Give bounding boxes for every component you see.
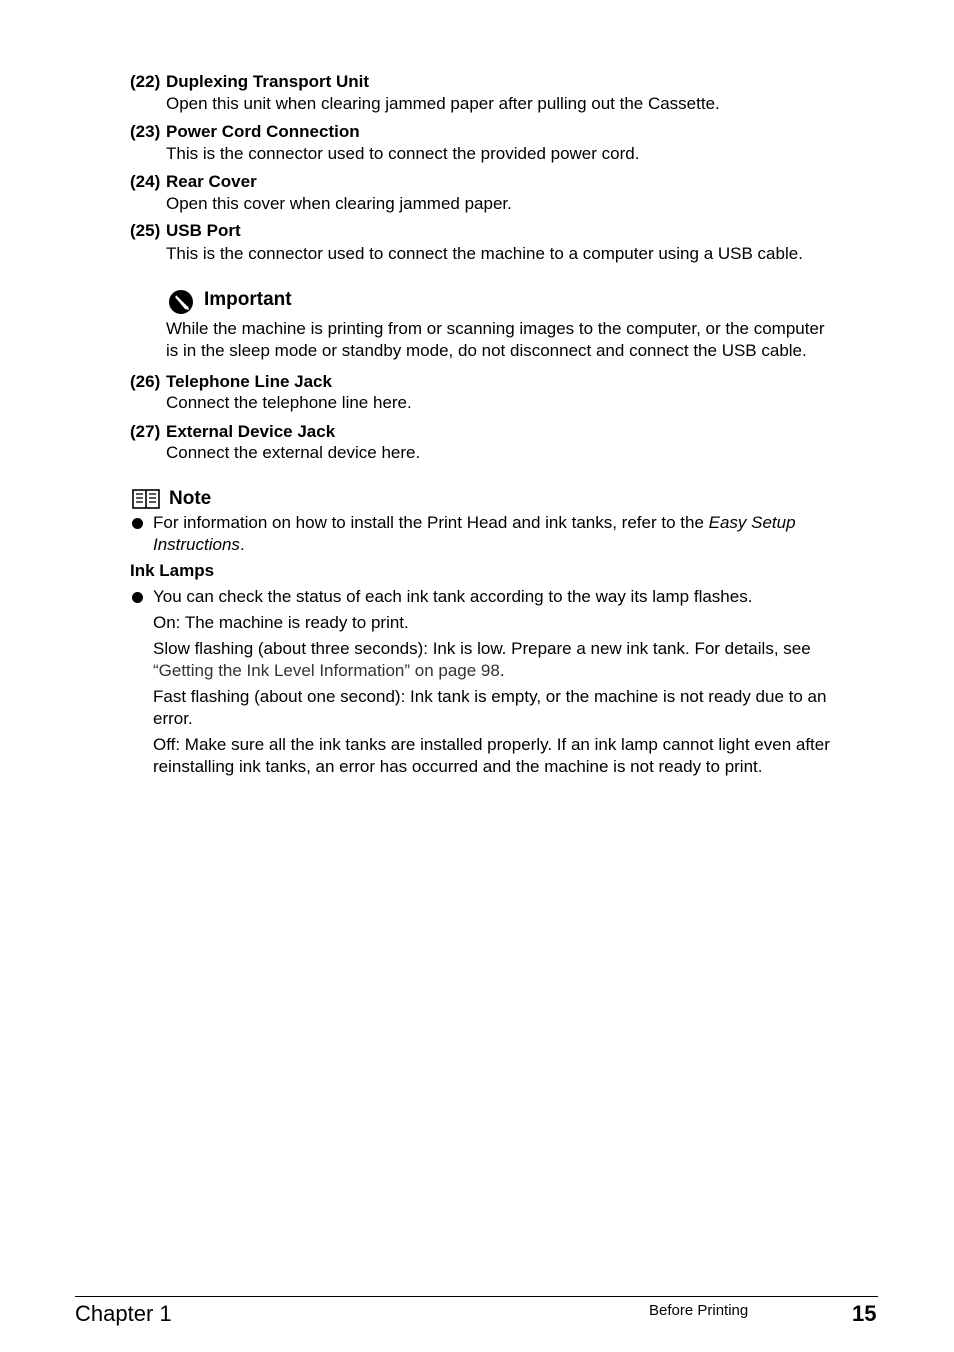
lamp-off-text-2: reinstalling ink tanks, an error has occurred and the machine is not ready to print. (153, 757, 763, 776)
lamp-fast-text: Fast flashing (about one second): Ink tank is empty, or the machine is not ready due to an (153, 687, 827, 706)
note-bullet-text (153, 512, 873, 534)
bullet-icon (132, 592, 143, 603)
chapter-label: Chapter 1 (75, 1301, 172, 1326)
lamp-slow-link-line (153, 660, 505, 682)
item-description: This is the connector used to connect the provided power cord. (166, 144, 640, 163)
item-title: Rear Cover (166, 172, 257, 191)
ink-level-info-link[interactable]: “Getting the Ink Level Information” on page 98 (153, 661, 500, 680)
important-line-2: is in the sleep mode or standby mode, do not disconnect and connect the USB cable. (166, 341, 807, 360)
item-number: (26) (130, 372, 161, 391)
item-description: Open this unit when clearing jammed paper after pulling out the Cassette. (166, 94, 720, 113)
footer-divider (75, 1296, 878, 1297)
lamp-off-text: Off: Make sure all the ink tanks are installed properly. If an ink lamp cannot light even after (153, 735, 830, 754)
section-label: Before Printing (649, 1302, 749, 1319)
page-number: 15 (852, 1301, 877, 1326)
important-line-1: While the machine is printing from or scanning images to the computer, or the computer (166, 319, 825, 338)
bullet-icon (132, 518, 143, 529)
item-number: (27) (130, 422, 161, 441)
ink-lamps-bullet-text: You can check the status of each ink tank according to the way its lamp flashes. (153, 587, 753, 606)
item-description: Connect the telephone line here. (166, 393, 412, 412)
item-description: Connect the external device here. (166, 443, 421, 462)
item-title: Duplexing Transport Unit (166, 72, 370, 91)
item-number: (22) (130, 72, 161, 91)
item-number: (25) (130, 221, 161, 240)
item-description: This is the connector used to connect the machine to a computer using a USB cable. (166, 244, 803, 263)
note-bullet-line-2 (153, 534, 245, 556)
item-number: (24) (130, 172, 161, 191)
lamp-slow-end: . (499, 661, 505, 680)
book-icon (132, 489, 160, 509)
item-title: Telephone Line Jack (166, 372, 332, 391)
item-number: (23) (130, 122, 161, 141)
important-pencil-icon (168, 289, 194, 315)
item-title: Power Cord Connection (166, 122, 360, 141)
lamp-fast-text-2: error. (153, 709, 193, 728)
item-description: Open this cover when clearing jammed paper. (166, 194, 512, 213)
note-end: . (239, 535, 245, 554)
note-text: For information on how to install the Print Head and ink tanks, refer to the (153, 513, 709, 532)
note-italic-title-2: Instructions (153, 535, 240, 554)
note-heading: Note (169, 488, 212, 509)
lamp-on-text: On: The machine is ready to print. (153, 613, 409, 632)
item-title: USB Port (166, 221, 241, 240)
ink-lamps-heading: Ink Lamps (130, 561, 215, 580)
note-italic-title: Easy Setup (708, 513, 796, 532)
item-title: External Device Jack (166, 422, 336, 441)
important-heading: Important (204, 289, 292, 310)
lamp-slow-text: Slow flashing (about three seconds): Ink is low. Prepare a new ink tank. For details, see (153, 639, 811, 658)
